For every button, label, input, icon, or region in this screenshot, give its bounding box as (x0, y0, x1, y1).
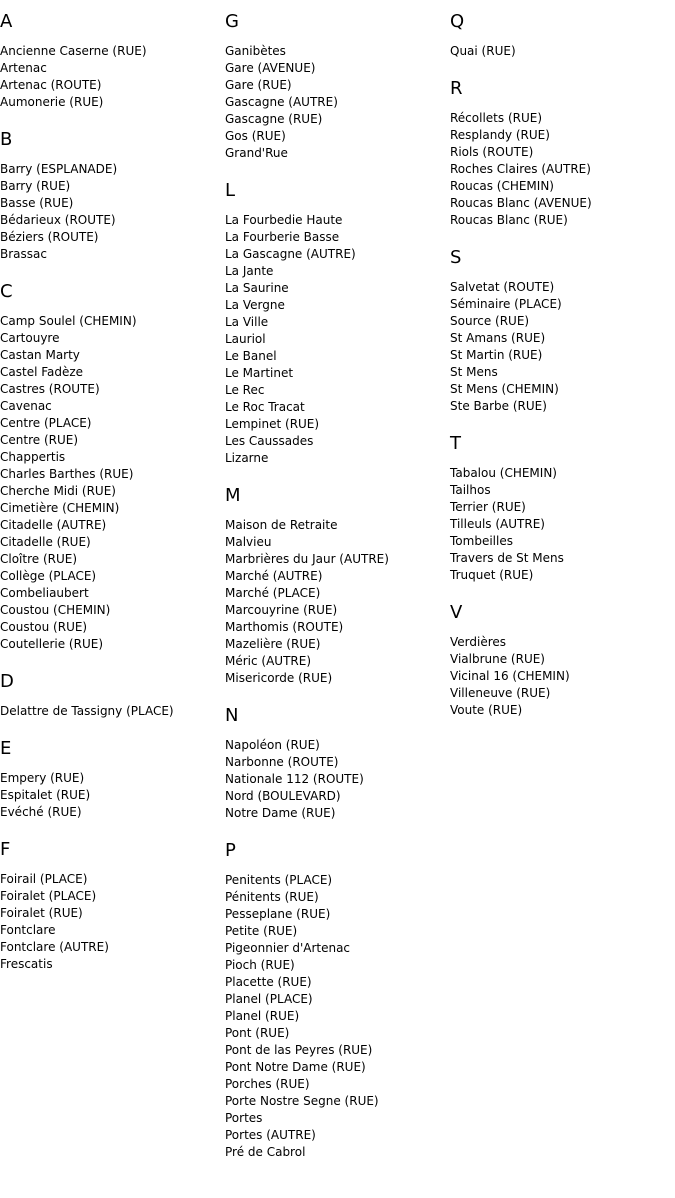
street-link[interactable]: St Amans (RUE) (450, 331, 546, 345)
street-link[interactable]: Narbonne (ROUTE) (225, 755, 339, 769)
street-link[interactable]: Misericorde (RUE) (225, 671, 333, 685)
letter-section-c (0, 281, 220, 653)
street-link[interactable]: Charles Barthes (RUE) (0, 467, 134, 481)
street-link[interactable]: Marthomis (ROUTE) (225, 620, 344, 634)
street-link[interactable]: Cimetière (CHEMIN) (0, 501, 120, 515)
street-link[interactable]: Penitents (PLACE) (225, 873, 333, 887)
street-link[interactable]: Tilleuls (AUTRE) (450, 517, 545, 531)
street-link[interactable]: Fontclare (0, 923, 56, 937)
street-link[interactable]: Malvieu (225, 535, 272, 549)
street-link[interactable]: St Martin (RUE) (450, 348, 543, 362)
street-link[interactable]: Castan Marty (0, 348, 80, 362)
street-link[interactable]: Le Banel (225, 349, 277, 363)
street-link[interactable]: Verdières (450, 635, 507, 649)
letter-heading: M (225, 485, 241, 506)
street-link[interactable]: Coutellerie (RUE) (0, 637, 103, 651)
street-link[interactable]: Cartouyre (0, 331, 60, 345)
street-link[interactable]: Cloître (RUE) (0, 552, 78, 566)
letter-heading: T (450, 433, 461, 454)
letter-heading: G (225, 11, 239, 32)
street-link[interactable]: Béziers (ROUTE) (0, 230, 99, 244)
letter-heading: Q (450, 11, 465, 32)
street-link[interactable]: Ancienne Caserne (RUE) (0, 44, 147, 58)
letter-section-f (0, 839, 220, 973)
street-link[interactable]: Castel Fadèze (0, 365, 84, 379)
letter-section-e (0, 738, 220, 821)
street-link[interactable]: Ganibètes (225, 44, 286, 58)
street-link[interactable]: Lauriol (225, 332, 266, 346)
street-link[interactable]: Coustou (CHEMIN) (0, 603, 111, 617)
letter-heading: N (225, 705, 239, 726)
street-link[interactable]: Coustou (RUE) (0, 620, 88, 634)
street-link[interactable]: Roches Claires (AUTRE) (450, 162, 591, 176)
street-link[interactable]: Petite (RUE) (225, 924, 298, 938)
street-link[interactable]: Citadelle (AUTRE) (0, 518, 107, 532)
street-link[interactable]: Portes (225, 1111, 263, 1125)
street-link[interactable]: Pont (RUE) (225, 1026, 290, 1040)
street-link[interactable]: Riols (ROUTE) (450, 145, 534, 159)
street-link[interactable]: Pénitents (RUE) (225, 890, 319, 904)
street-link[interactable]: Porches (RUE) (225, 1077, 310, 1091)
letter-section-t (450, 433, 670, 584)
street-link[interactable]: Cherche Midi (RUE) (0, 484, 116, 498)
street-link[interactable]: Tabalou (CHEMIN) (450, 466, 557, 480)
street-link[interactable]: Mazelière (RUE) (225, 637, 321, 651)
street-link[interactable]: Pigeonnier d'Artenac (225, 941, 351, 955)
street-link[interactable]: Castres (ROUTE) (0, 382, 100, 396)
street-link[interactable]: Foirail (PLACE) (0, 872, 88, 886)
letter-section-g (225, 11, 445, 162)
street-link[interactable]: Pioch (RUE) (225, 958, 295, 972)
street-link[interactable]: Marché (PLACE) (225, 586, 321, 600)
street-link[interactable]: Collège (PLACE) (0, 569, 97, 583)
letter-heading: E (0, 738, 12, 759)
letter-section-b (0, 129, 220, 263)
street-link[interactable]: Gos (RUE) (225, 129, 286, 143)
street-link[interactable]: Gare (RUE) (225, 78, 292, 92)
letter-section-m (225, 485, 445, 687)
street-link[interactable]: La Gascagne (AUTRE) (225, 247, 356, 261)
street-link[interactable]: Delattre de Tassigny (PLACE) (0, 704, 174, 718)
street-link[interactable]: Les Caussades (225, 434, 314, 448)
street-link[interactable]: Basse (RUE) (0, 196, 74, 210)
street-link[interactable]: Artenac (ROUTE) (0, 78, 102, 92)
street-link[interactable]: Portes (AUTRE) (225, 1128, 316, 1142)
street-link[interactable]: Placette (RUE) (225, 975, 312, 989)
street-link[interactable]: Travers de St Mens (450, 551, 564, 565)
street-link[interactable]: Napoléon (RUE) (225, 738, 320, 752)
letter-heading: P (225, 840, 236, 861)
street-link[interactable]: Bédarieux (ROUTE) (0, 213, 116, 227)
street-link[interactable]: Resplandy (RUE) (450, 128, 550, 142)
street-link[interactable]: Barry (ESPLANADE) (0, 162, 118, 176)
letter-heading: V (450, 602, 463, 623)
index-column-2 (225, 11, 445, 1179)
street-link[interactable]: Truquet (RUE) (450, 568, 534, 582)
letter-section-n (225, 705, 445, 822)
street-link[interactable]: Lizarne (225, 451, 269, 465)
street-link[interactable]: Grand'Rue (225, 146, 288, 160)
letter-heading: A (0, 11, 13, 32)
street-link[interactable]: Nationale 112 (ROUTE) (225, 772, 364, 786)
street-link[interactable]: Barry (RUE) (0, 179, 71, 193)
street-link[interactable]: Villeneuve (RUE) (450, 686, 551, 700)
street-link[interactable]: Récollets (RUE) (450, 111, 543, 125)
street-link[interactable]: Planel (PLACE) (225, 992, 313, 1006)
street-link[interactable]: Foiralet (PLACE) (0, 889, 97, 903)
street-link[interactable]: La Fourbedie Haute (225, 213, 343, 227)
letter-section-s (450, 247, 670, 415)
street-link[interactable]: Frescatis (0, 957, 53, 971)
street-link[interactable]: Maison de Retraite (225, 518, 338, 532)
street-link[interactable]: Planel (RUE) (225, 1009, 300, 1023)
street-link[interactable]: Fontclare (AUTRE) (0, 940, 109, 954)
street-link[interactable]: La Saurine (225, 281, 289, 295)
street-link[interactable]: Empery (RUE) (0, 771, 85, 785)
letter-section-d (0, 671, 220, 720)
street-link[interactable]: La Fourberie Basse (225, 230, 340, 244)
street-link[interactable]: Artenac (0, 61, 47, 75)
letter-section-a (0, 11, 220, 111)
letter-section-p (225, 840, 445, 1161)
street-link[interactable]: Pont Notre Dame (RUE) (225, 1060, 366, 1074)
street-link[interactable]: Vicinal 16 (CHEMIN) (450, 669, 570, 683)
street-link[interactable]: La Vergne (225, 298, 285, 312)
street-link[interactable]: Combeliaubert (0, 586, 89, 600)
letter-heading: D (0, 671, 14, 692)
street-link[interactable]: Pré de Cabrol (225, 1145, 306, 1159)
street-link[interactable]: Gare (AVENUE) (225, 61, 316, 75)
street-link[interactable]: Lempinet (RUE) (225, 417, 320, 431)
street-link[interactable]: Citadelle (RUE) (0, 535, 91, 549)
street-link[interactable]: Porte Nostre Segne (RUE) (225, 1094, 379, 1108)
letter-heading: C (0, 281, 13, 302)
street-link[interactable]: Quai (RUE) (450, 44, 516, 58)
street-link[interactable]: Brassac (0, 247, 47, 261)
street-link[interactable]: Marbrières du Jaur (AUTRE) (225, 552, 389, 566)
letter-heading: F (0, 839, 11, 860)
street-link[interactable]: Evéché (RUE) (0, 805, 82, 819)
street-link[interactable]: La Jante (225, 264, 274, 278)
street-link[interactable]: Source (RUE) (450, 314, 530, 328)
street-link[interactable]: Tailhos (450, 483, 491, 497)
letter-section-r (450, 78, 670, 229)
street-link[interactable]: Le Martinet (225, 366, 294, 380)
street-link[interactable]: Pesseplane (RUE) (225, 907, 331, 921)
letter-section-q (450, 11, 670, 60)
street-link[interactable]: Pont de las Peyres (RUE) (225, 1043, 373, 1057)
street-link[interactable]: Ste Barbe (RUE) (450, 399, 547, 413)
street-link[interactable]: Nord (BOULEVARD) (225, 789, 341, 803)
street-link[interactable]: Gascagne (AUTRE) (225, 95, 338, 109)
letter-section-l (225, 180, 445, 467)
street-link[interactable]: Centre (PLACE) (0, 416, 92, 430)
street-link[interactable]: Foiralet (RUE) (0, 906, 83, 920)
street-link[interactable]: Le Rec (225, 383, 265, 397)
street-link[interactable]: Chappertis (0, 450, 66, 464)
street-link[interactable]: Salvetat (ROUTE) (450, 280, 555, 294)
index-column-1 (0, 11, 220, 991)
street-link[interactable]: Centre (RUE) (0, 433, 79, 447)
street-link[interactable]: Méric (AUTRE) (225, 654, 312, 668)
street-link[interactable]: Roucas Blanc (AVENUE) (450, 196, 592, 210)
letter-heading: R (450, 78, 463, 99)
letter-section-v (450, 602, 670, 719)
street-link[interactable]: Terrier (RUE) (450, 500, 526, 514)
street-link[interactable]: Tombeilles (450, 534, 513, 548)
letter-heading: L (225, 180, 236, 201)
street-link[interactable]: Notre Dame (RUE) (225, 806, 336, 820)
street-link[interactable]: Séminaire (PLACE) (450, 297, 562, 311)
street-link[interactable]: Roucas (CHEMIN) (450, 179, 554, 193)
street-link[interactable]: Vialbrune (RUE) (450, 652, 545, 666)
street-link[interactable]: Gascagne (RUE) (225, 112, 323, 126)
street-link[interactable]: Marché (AUTRE) (225, 569, 323, 583)
street-link[interactable]: Camp Soulel (CHEMIN) (0, 314, 137, 328)
street-link[interactable]: La Ville (225, 315, 269, 329)
street-link[interactable]: Roucas Blanc (RUE) (450, 213, 568, 227)
street-link[interactable]: Cavenac (0, 399, 52, 413)
index-column-3 (450, 11, 670, 737)
letter-heading: B (0, 129, 13, 150)
street-link[interactable]: Voute (RUE) (450, 703, 523, 717)
street-link[interactable]: Aumonerie (RUE) (0, 95, 104, 109)
letter-heading: S (450, 247, 462, 268)
street-link[interactable]: Le Roc Tracat (225, 400, 305, 414)
street-link[interactable]: Marcouyrine (RUE) (225, 603, 338, 617)
street-link[interactable]: St Mens (450, 365, 498, 379)
street-link[interactable]: Espitalet (RUE) (0, 788, 91, 802)
street-link[interactable]: St Mens (CHEMIN) (450, 382, 559, 396)
